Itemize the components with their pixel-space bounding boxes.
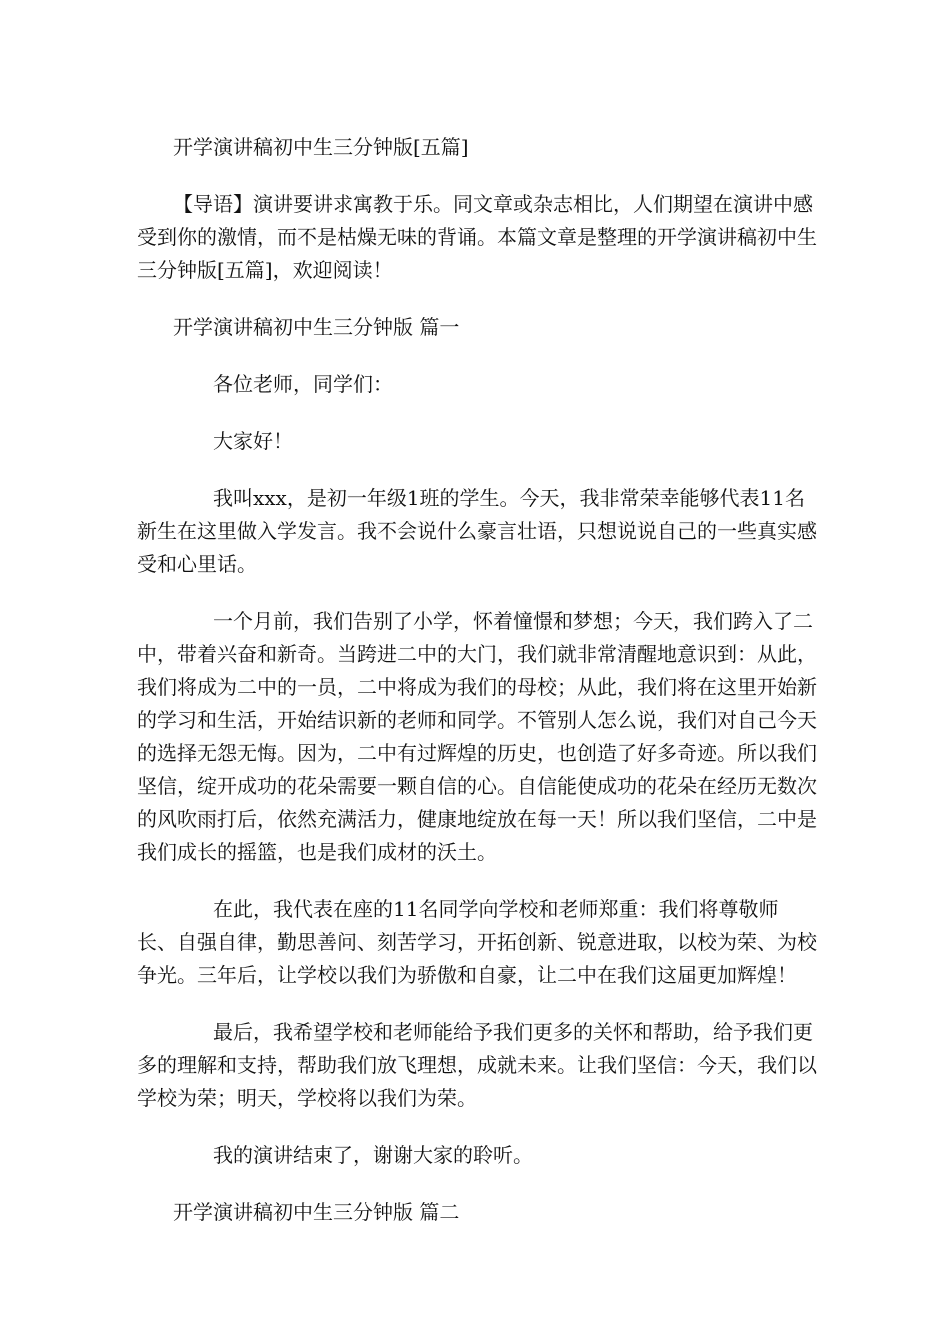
document-body [137,131,817,1253]
body-paragraph: 一个月前，我们告别了小学，怀着憧憬和梦想；今天，我们跨入了二中，带着兴奋和新奇。当跨进二中的大门，我们就非常清醒地意识到：从此，我们将成为二中的一员，二中将成为我们的母校；从此，我们将在这里开始新的学习和生活，开始结识新的老师和同学。不管别人怎么说，我们对自己今天的选择无怨无悔。因为，二中有过辉煌的历史，也创造了好多奇迹。所以我们坚信，绽开成功的花朵需要一颗自信的心。自信能使成功的花朵在经历无数次的风吹雨打后，依然充满活力，健康地绽放在每一天！所以我们坚信，二中是我们成长的摇篮，也是我们成材的沃土。 [137,609,817,864]
greeting: 大家好！ [213,429,293,453]
section-title-1: 开学演讲稿初中生三分钟版 篇一 [173,315,460,339]
document-title: 开学演讲稿初中生三分钟版[五篇] [173,135,469,159]
intro-text: 演讲要讲求寓教于乐。同文章或杂志相比，人们期望在演讲中感受到你的激情，而不是枯燥无味的背诵。本篇文章是整理的开学演讲稿初中生三分钟版[五篇]，欢迎阅读！ [137,192,817,282]
body-paragraph: 最后，我希望学校和老师能给予我们更多的关怀和帮助，给予我们更多的理解和支持，帮助我们放飞理想，成就未来。让我们坚信：今天，我们以学校为荣；明天，学校将以我们为荣。 [137,1020,817,1110]
body-paragraph: 在此，我代表在座的11名同学向学校和老师郑重：我们将尊敬师长、自强自律，勤思善问、刻苦学习，开拓创新、锐意进取，以校为荣、为校争光。三年后，让学校以我们为骄傲和自豪，让二中在我们这届更加辉煌！ [137,897,817,987]
intro-tag: 【导语】 [173,192,253,216]
body-paragraph: 我叫xxx，是初一年级1班的学生。今天，我非常荣幸能够代表11名新生在这里做入学发言。我不会说什么豪言壮语，只想说说自己的一些真实感受和心里话。 [137,486,817,576]
closing-paragraph: 我的演讲结束了，谢谢大家的聆听。 [213,1143,533,1167]
salutation: 各位老师，同学们： [213,372,393,396]
section-title-2: 开学演讲稿初中生三分钟版 篇二 [173,1200,460,1224]
intro-paragraph [137,188,817,287]
